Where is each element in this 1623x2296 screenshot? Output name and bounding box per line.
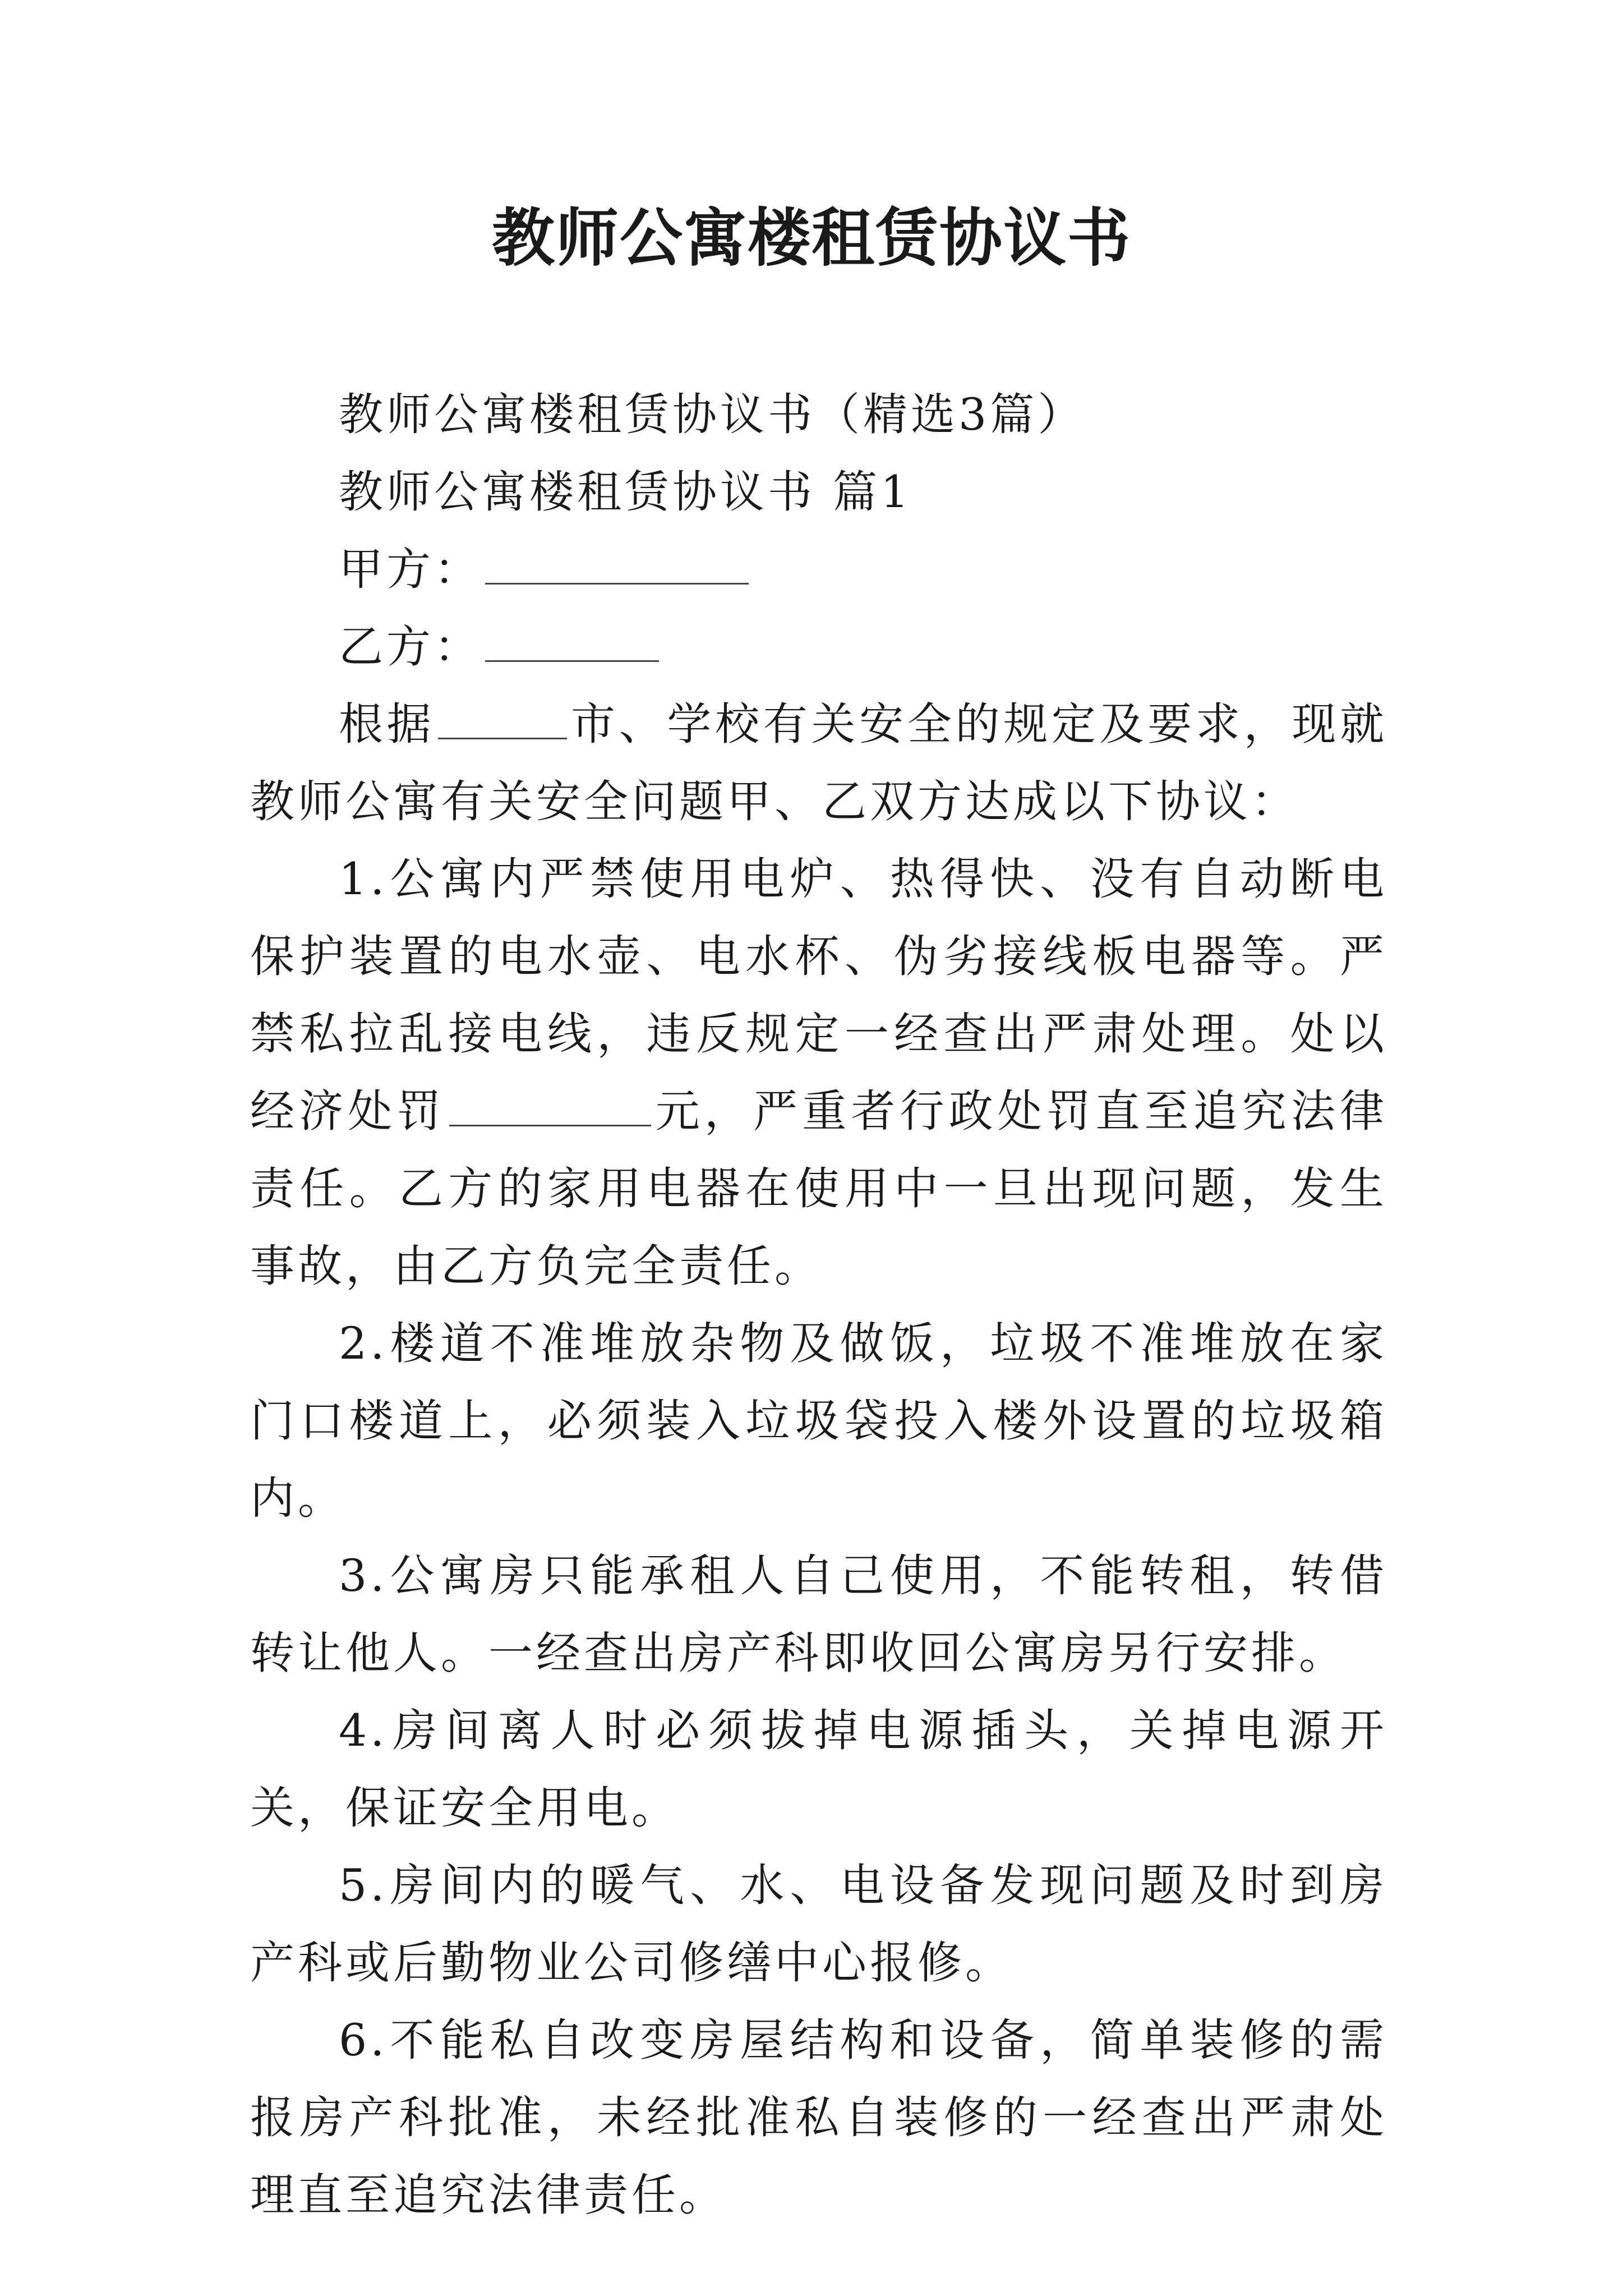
clause-1-text-end: 元，严重者行政处罚直至追究法律责任。乙方的家用电器在使用中一旦出现问题，发生事故，由乙方负完全责任。 — [250, 1085, 1388, 1292]
document-title: 教师公寓楼租赁协议书 — [492, 201, 1131, 275]
city-blank — [438, 703, 567, 739]
party-b-blank — [485, 625, 659, 662]
intro-text-end: 市、学校有关安全的规定及要求，现就教师公寓有关安全问题甲、乙双方达成以下协议： — [250, 698, 1388, 827]
subtitle: 教师公寓楼租赁协议书（精选3篇） — [339, 389, 1086, 440]
fine-amount-blank — [449, 1090, 651, 1126]
clause-6: 6.不能私自改变房屋结构和设备，简单装修的需报房产科批准，未经批准私自装修的一经查出严肃处理直至追究法律责任。 — [250, 2014, 1387, 2221]
intro-paragraph — [250, 685, 1387, 840]
clause-1 — [250, 840, 1387, 1305]
party-a-blank — [485, 548, 749, 585]
clause-5: 5.房间内的暖气、水、电设备发现问题及时到房产科或后勤物业公司修缮中心报修。 — [250, 1860, 1387, 1989]
intro-text-start: 根据 — [339, 698, 435, 750]
party-a-line — [250, 531, 1387, 608]
clause-3: 3.公寓房只能承租人自己使用，不能转租，转借转让他人。一经查出房产科即收回公寓房另行安排。 — [250, 1550, 1387, 1679]
document-body — [250, 376, 1387, 2234]
party-b-label: 乙方： — [339, 621, 482, 673]
clause-2: 2.楼道不准堆放杂物及做饭，垃圾不准堆放在家门口楼道上，必须装入垃圾袋投入楼外设置的垃圾箱内。 — [250, 1318, 1387, 1524]
party-a-label: 甲方： — [339, 544, 482, 595]
section-heading: 教师公寓楼租赁协议书 篇1 — [339, 466, 912, 518]
clause-4: 4.房间离人时必须拔掉电源插头，关掉电源开关，保证安全用电。 — [250, 1705, 1387, 1834]
clause-1-text-start: 1.公寓内严禁使用电炉、热得快、没有自动断电保护装置的电水壶、电水杯、伪劣接线板电器等。严禁私拉乱接电线，违反规定一经查出严肃处理。处以经济处罚 — [250, 853, 1387, 1137]
party-b-line — [250, 608, 1387, 685]
